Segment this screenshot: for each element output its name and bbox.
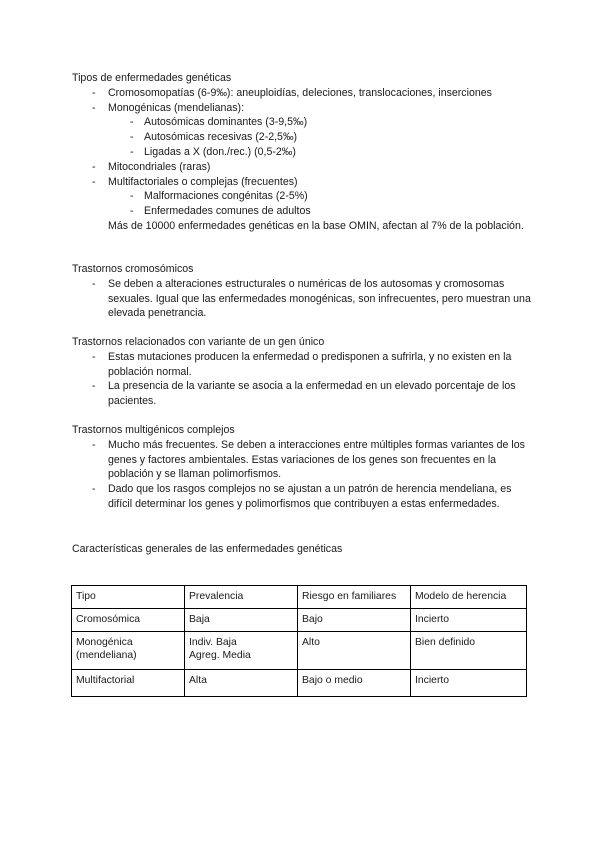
list-item: - Estas mutaciones producen la enfermedad o predisponen a sufrirla, y no existen en la población normal.	[72, 350, 532, 380]
bullet-list	[72, 350, 532, 409]
table-cell: Bajo o medio	[298, 670, 411, 697]
table-row	[72, 632, 527, 670]
item-text: Cromosomopatías (6-9‰): aneuploidías, deleciones, translocaciones, inserciones	[108, 86, 492, 99]
sub-list	[108, 189, 532, 219]
table-row	[72, 609, 527, 632]
list-item	[72, 175, 532, 219]
header-cell: Prevalencia	[185, 586, 298, 609]
bullet-list	[72, 438, 532, 512]
characteristics-table	[71, 585, 527, 697]
section-chromosomal-disorders	[72, 262, 532, 321]
bullet-list	[72, 277, 532, 321]
table-cell: Multifactorial	[72, 670, 185, 697]
section-genetic-disease-types	[72, 71, 532, 234]
table-cell: Incierto	[411, 609, 527, 632]
header-cell: Tipo	[72, 586, 185, 609]
list-item: - Mucho más frecuentes. Se deben a interacciones entre múltiples formas variantes de los genes y factores ambientales. Estas variaciones de los genes son frecuentes en la población y se llaman polimorfismos.	[72, 438, 532, 482]
sub-list-item: - Malformaciones congénitas (2-5%)	[108, 189, 532, 204]
item-text: Multifactoriales o complejas (frecuentes)	[108, 175, 298, 188]
list-item	[72, 101, 532, 160]
sub-list-item: - Autosómicas dominantes (3-9,5‰)	[108, 115, 532, 130]
item-text: Monogénicas (mendelianas):	[108, 101, 245, 114]
section-title: Trastornos cromosómicos	[72, 263, 194, 275]
table-cell: Alta	[185, 670, 298, 697]
table-cell: Incierto	[411, 670, 527, 697]
sub-list-item: - Ligadas a X (don./rec.) (0,5-2‰)	[108, 145, 532, 160]
sub-list	[108, 115, 532, 159]
list-item: - Se deben a alteraciones estructurales o numéricas de los autosomas y cromosomas sexuales. Igual que las enfermedades monogénicas, son infrecuentes, pero muestran una elevada penetrancia.	[72, 277, 532, 321]
list-item	[72, 160, 532, 175]
header-cell: Riesgo en familiares	[298, 586, 411, 609]
bullet-list	[72, 86, 532, 219]
table-title: Características generales de las enfermedades genéticas	[72, 543, 343, 555]
table-cell: Monogénica (mendeliana)	[72, 632, 185, 670]
section-title: Tipos de enfermedades genéticas	[72, 72, 232, 84]
section-single-gene-disorders	[72, 335, 532, 409]
list-item: - La presencia de la variante se asocia a la enfermedad en un elevado porcentaje de los pacientes.	[72, 379, 532, 409]
omin-note: Más de 10000 enfermedades genéticas en la base OMIN, afectan al 7% de la población.	[108, 219, 524, 232]
section-title: Trastornos multigénicos complejos	[72, 424, 235, 436]
sub-list-item: - Enfermedades comunes de adultos	[108, 204, 532, 219]
section-complex-disorders	[72, 423, 532, 512]
list-item: - Dado que los rasgos complejos no se ajustan a un patrón de herencia mendeliana, es difícil determinar los genes y polimorfismos que contribuyen a estas enfermedades.	[72, 482, 532, 512]
table-cell: Alto	[298, 632, 411, 670]
table-cell: Bien definido	[411, 632, 527, 670]
list-item	[72, 86, 532, 101]
table-header-row	[72, 586, 527, 609]
table-row	[72, 670, 527, 697]
item-text: Mitocondriales (raras)	[108, 160, 211, 173]
header-cell: Modelo de herencia	[411, 586, 527, 609]
table-cell: Bajo	[298, 609, 411, 632]
table-cell: Baja	[185, 609, 298, 632]
sub-list-item: - Autosómicas recesivas (2-2,5‰)	[108, 130, 532, 145]
table-cell: Cromosómica	[72, 609, 185, 632]
section-title: Trastornos relacionados con variante de un gen único	[72, 336, 325, 348]
table-cell: Indiv. Baja Agreg. Media	[185, 632, 298, 670]
